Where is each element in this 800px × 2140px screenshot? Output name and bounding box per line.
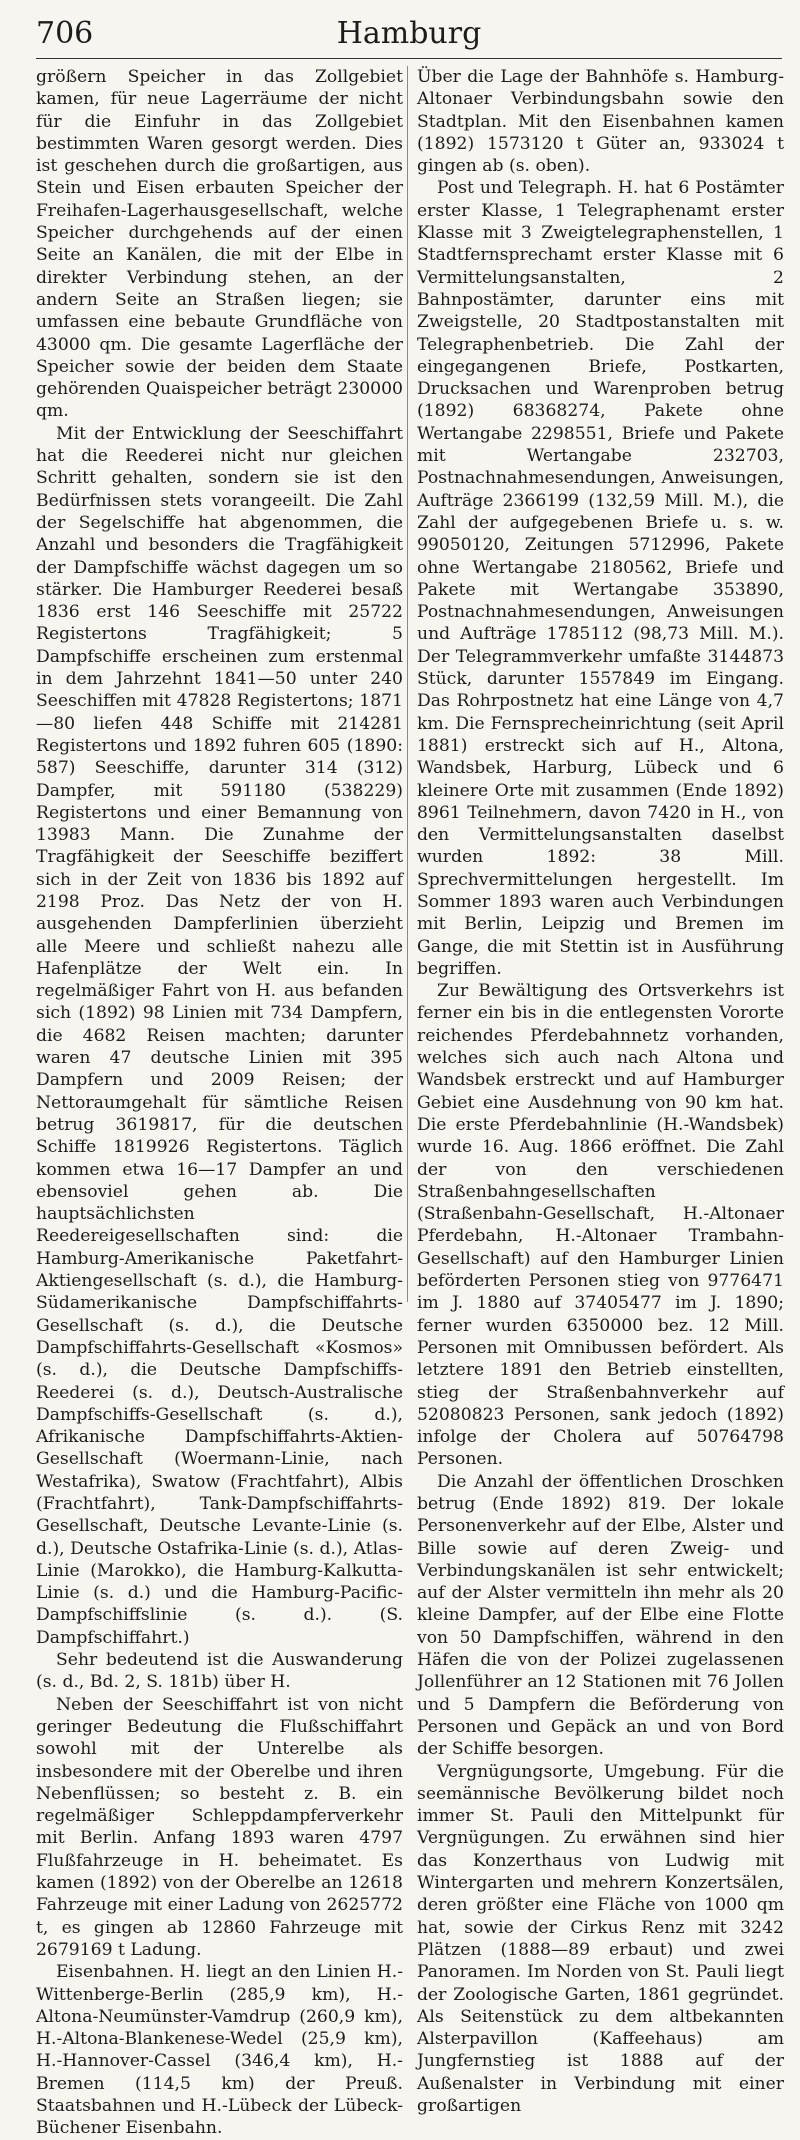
paragraph: Die Anzahl der öffentlichen Droschken betrug (Ende 1892) 819. Der lokale Personenverkehr auf der Elbe, Alster und Bille sowie auf deren Zweig- und Verbindungskanälen ist sehr entwickelt; auf der Alster vermitteln ihn mehr als 20 kleine Dampfer, auf der Elbe eine Flotte von 50 Dampfschiffen, während in den Häfen die von der Polizei zugelassenen Jollenführer an 12 Stationen mit 76 Jollen und 5 Dampfern die Beförderung von Personen und Gepäck an und von Bord der Schiffe besorgen. <box>417 1471 784 1760</box>
paragraph: Vergnügungsorte, Umgebung. Für die seemännische Bevölkerung bildet noch immer St. Pauli den Mittelpunkt für Vergnügungen. Zu erwähnen sind hier das Konzerthaus von Ludwig mit Wintergarten und mehrern Konzertsälen, deren größter eine Fläche von 1000 qm hat, sowie der Cirkus Renz mit 3242 Plätzen (1888—89 erbaut) und zwei Panoramen. Im Norden von St. Pauli liegt der Zoologische Garten, 1861 gegründet. Als Seitenstück zu dem altbekannten Alsterpavillon (Kaffeehaus) am Jungfernstieg ist 1888 auf der Außenalster in Verbindung mit einer großartigen <box>417 1761 784 2117</box>
paragraph: größern Speicher in das Zollgebiet kamen, für neue Lagerräume der nicht für die Einfuhr in das Zollgebiet bestimmten Waren gesorgt werden. Dies ist geschehen durch die großartigen, aus Stein und Eisen erbauten Speicher der Freihafen-Lagerhausgesellschaft, welche Speicher durchgehends auf der einen Seite an Kanälen, die mit der Elbe in direkter Verbindung stehen, an der andern Seite an Straßen liegen; sie umfassen eine bebaute Grundfläche von 43000 qm. Die gesamte Lagerfläche der Speicher sowie der beiden dem Staate gehörenden Quaispeicher beträgt 230000 qm. <box>36 67 403 422</box>
paragraph: Sehr bedeutend ist die Auswanderung (s. d., Bd. 2, S. 181b) über H. <box>36 1650 403 1693</box>
left-column <box>36 66 403 2139</box>
right-column <box>417 66 784 2117</box>
paragraph: Post und Telegraph. H. hat 6 Postämter erster Klasse, 1 Telegraphenamt erster Klasse mit 3 Zweigtelegraphenstellen, 1 Stadtfernsprechamt erster Klasse mit 6 Vermittelungsanstalten, 2 Bahnpostämter, darunter eins mit Zweigstelle, 20 Stadtpostanstalten mit Telegraphenbetrieb. Die Zahl der eingegangenen Briefe, Postkarten, Drucksachen und Warenproben betrug (1892) 68368274, Pakete ohne Wertangabe 2298551, Briefe und Pakete mit Wertangabe 232703, Postnachnahmesendungen, Anweisungen, Aufträge 2366199 (132,59 Mill. M.), die Zahl der aufgegebenen Briefe u. s. w. 99050120, Zeitungen 5712996, Pakete ohne Wertangabe 2180562, Briefe und Pakete mit Wertangabe 353890, Postnachnahmesendungen, Anweisungen und Aufträge 1785112 (98,73 Mill. M.). Der Telegrammverkehr umfaßte 3144873 Stück, darunter 1557849 im Eingang. Das Rohrpostnetz hat eine Länge von 4,7 km. Die Fernsprecheinrichtung (seit April 1881) erstreckt sich auf H., Altona, Wandsbek, Harburg, Lübeck und 6 kleinere Orte mit zusammen (Ende 1892) 8961 Teilnehmern, davon 7420 in H., von den Vermittelungsanstalten daselbst wurden 1892: 38 Mill. Sprechvermittelungen hergestellt. Im Sommer 1893 waren auch Verbindungen mit Berlin, Leipzig und Bremen im Gange, die mit Stettin ist in Ausführung begriffen. <box>417 178 784 979</box>
paragraph: Über die Lage der Bahnhöfe s. Hamburg-Altonaer Verbindungsbahn sowie den Stadtplan. Mit den Eisenbahnen kamen (1892) 1573120 t Güter an, 933024 t gingen ab (s. oben). <box>417 67 784 177</box>
paragraph: Neben der Seeschiffahrt ist von nicht geringer Bedeutung die Flußschiffahrt sowohl mit der Unterelbe als insbesondere mit der Oberelbe und ihren Nebenflüssen; so besteht z. B. ein regelmäßiger Schleppdampferverkehr mit Berlin. Anfang 1893 waren 4797 Flußfahrzeuge in H. beheimatet. Es kamen (1892) von der Oberelbe an 12618 Fahrzeuge mit einer Ladung von 2625772 t, es gingen ab 12860 Fahrzeuge mit 2679169 t Ladung. <box>36 1694 403 1960</box>
paragraph: Mit der Entwicklung der Seeschiffahrt hat die Reederei nicht nur gleichen Schritt gehalten, sondern sie ist den Bedürfnissen stets vorangeeilt. Die Zahl der Segelschiffe hat abgenommen, die Anzahl und besonders die Tragfähigkeit der Dampfschiffe wächst dagegen um so stärker. Die Hamburger Reederei besaß 1836 erst 146 Seeschiffe mit 25722 Registertons Tragfähigkeit; 5 Dampfschiffe erscheinen zum erstenmal in dem Jahrzehnt 1841—50 unter 240 Seeschiffen mit 47828 Registertons; 1871—80 liefen 448 Schiffe mit 214281 Registertons und 1892 fuhren 605 (1890: 587) Seeschiffe, darunter 314 (312) Dampfer, mit 591180 (538229) Registertons und einer Bemannung von 13983 Mann. Die Zunahme der Tragfähigkeit der Seeschiffe beziffert sich in der Zeit von 1836 bis 1892 auf 2198 Proz. Das Netz der von H. ausgehenden Dampferlinien überzieht alle Meere und schließt nahezu alle Hafenplätze der Welt ein. In regelmäßiger Fahrt von H. aus befanden sich (1892) 98 Linien mit 734 Dampfern, die 4682 Reisen machten; darunter waren 47 deutsche Linien mit 395 Dampfern und 2009 Reisen; der Nettoraumgehalt für sämtliche Reisen betrug 3619817, für die deutschen Schiffe 1819926 Registertons. Täglich kommen etwa 16—17 Dampfer an und ebensoviel gehen ab. Die hauptsächlichsten Reedereigesellschaften sind: die Hamburg-Amerikanische Paketfahrt-Aktiengesellschaft (s. d.), die Hamburg-Südamerikanische Dampfschiffahrts-Gesellschaft (s. d.), die Deutsche Dampfschiffahrts-Gesellschaft «Kosmos» (s. d.), die Deutsche Dampfschiffs-Reederei (s. d.), Deutsch-Australische Dampfschiffs-Gesellschaft (s. d.), Afrikanische Dampfschiffahrts-Aktien-Gesellschaft (Woermann-Linie, nach Westafrika), Swatow (Frachtfahrt), Albis (Frachtfahrt), Tank-Dampfschiffahrts-Gesellschaft, Deutsche Levante-Linie (s. d.), Deutsche Ostafrika-Linie (s. d.), Atlas-Linie (Marokko), die Hamburg-Kalkutta-Linie (s. d.) und die Hamburg-Pacific-Dampfschiffslinie (s. d.). (S. Dampfschiffahrt.) <box>36 423 403 1648</box>
column-divider <box>407 66 408 1302</box>
running-title: Hamburg <box>336 16 482 51</box>
paragraph: Eisenbahnen. H. liegt an den Linien H.-Wittenberge-Berlin (285,9 km), H.-Altona-Neumünster-Vamdrup (260,9 km), H.-Altona-Blankenese-Wedel (25,9 km), H.-Hannover-Cassel (346,4 km), H.-Bremen (114,5 km) der Preuß. Staatsbahnen und H.-Lübeck der Lübeck-Büchener Eisenbahn. <box>36 1962 403 2139</box>
paragraph: Zur Bewältigung des Ortsverkehrs ist ferner ein bis in die entlegensten Vororte reichendes Pferdebahnnetz vorhanden, welches sich auch nach Altona und Wandsbek erstreckt und auf Hamburger Gebiet eine Ausdehnung von 90 km hat. Die erste Pferdebahnlinie (H.-Wandsbek) wurde 16. Aug. 1866 eröffnet. Die Zahl der von den verschiedenen Straßenbahngesellschaften (Straßenbahn-Gesellschaft, H.-Altonaer Pferdebahn, H.-Altonaer Trambahn-Gesellschaft) auf den Hamburger Linien beförderten Personen stieg von 9776471 im J. 1880 auf 37405477 im J. 1890; ferner wurden 6350000 bez. 12 Mill. Personen mit Omnibussen befördert. Als letztere 1891 den Betrieb einstellten, stieg der Straßenbahnverkehr auf 52080823 Personen, sank jedoch (1892) infolge der Cholera auf 50764798 Personen. <box>417 981 784 1470</box>
page-header <box>36 12 782 56</box>
header-rule <box>36 58 782 59</box>
page-number: 706 <box>36 16 94 51</box>
